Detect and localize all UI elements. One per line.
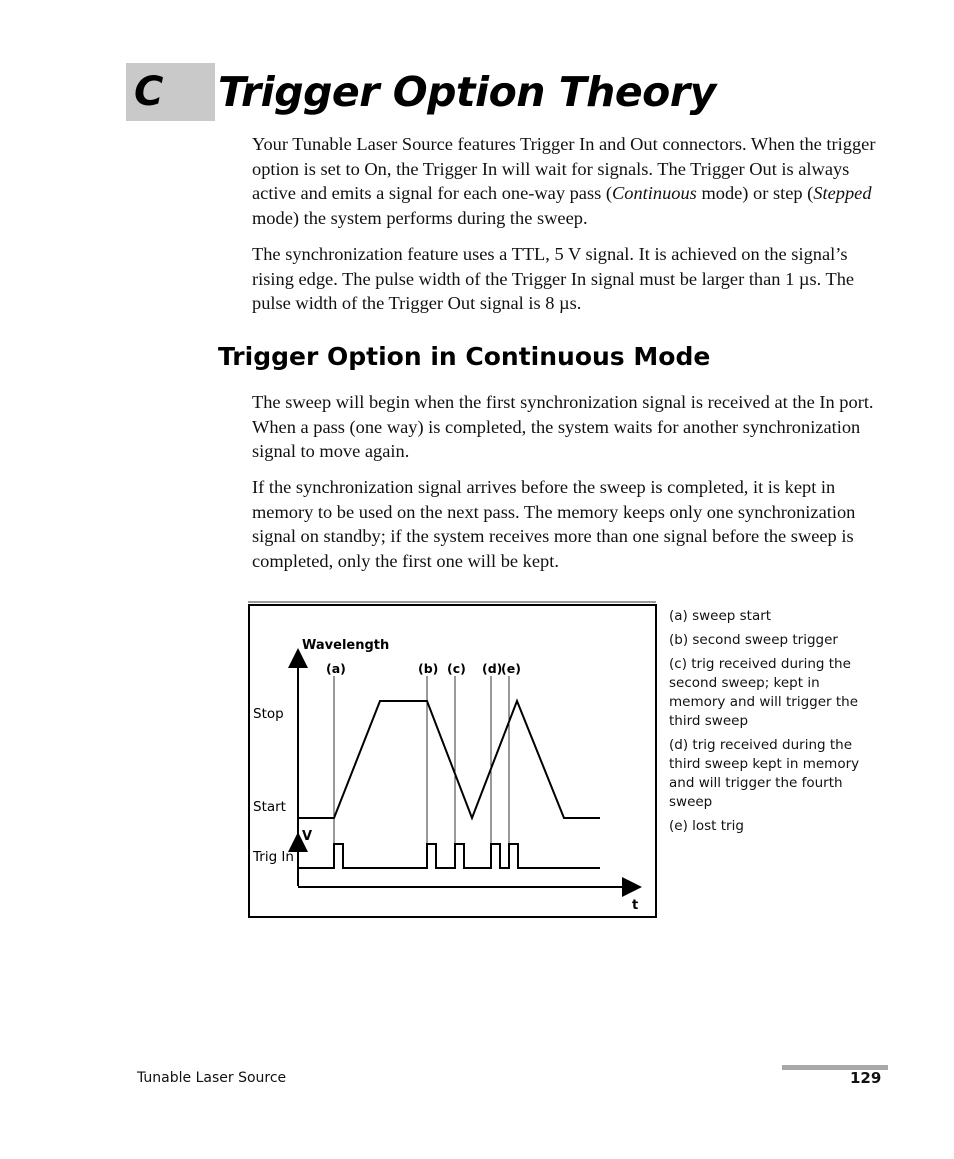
page-number: 129	[850, 1069, 882, 1087]
legend-item-b: (b) second sweep trigger	[669, 632, 838, 648]
trigger-timing-diagram	[248, 604, 657, 918]
wavelength-axis-label: Wavelength	[302, 638, 390, 653]
legend-item-c: (c) trig received during the second sweep; kept in memory and will trigger the third sweep	[669, 656, 859, 729]
v-axis-label: V	[302, 829, 313, 844]
trig-in-label: Trig In	[253, 849, 294, 865]
diagram-legend	[669, 607, 879, 841]
chapter-letter: C	[134, 69, 164, 115]
section-paragraph-2: If the synchronization signal arrives before the sweep is completed, it is kept in memory to be used on the next pass. The memory keeps only one synchronization signal on standby; if the system receives more than one signal before the sweep is completed, only the first one will be kept.	[252, 477, 856, 571]
legend-item-a: (a) sweep start	[669, 608, 772, 624]
footer-document-title: Tunable Laser Source	[137, 1070, 287, 1086]
trig-in-pulses	[298, 844, 600, 868]
marker-label-d: (d)	[482, 661, 503, 676]
marker-label-b: (b)	[418, 661, 439, 676]
marker-label-a: (a)	[326, 661, 346, 676]
page-title: Trigger Option Theory	[218, 68, 716, 116]
wavelength-trace	[298, 701, 600, 818]
legend-item-d: (d) trig received during the third sweep kept in memory and will trigger the fourth sweep	[669, 737, 860, 810]
marker-label-e: (e)	[501, 661, 521, 676]
time-axis-label: t	[632, 898, 639, 913]
marker-label-c: (c)	[447, 661, 466, 676]
intro-paragraph-2: The synchronization feature uses a TTL, 5 V signal. It is achieved on the signal’s rising edge. The pulse width of the Trigger In signal must be larger than 1 µs. The pulse width of the Trigger Out signal is 8 µs.	[252, 244, 855, 313]
section-title: Trigger Option in Continuous Mode	[218, 342, 711, 371]
legend-item-e: (e) lost trig	[669, 818, 744, 834]
section-paragraph-1: The sweep will begin when the first synchronization signal is received at the In port. When a pass (one way) is completed, the system waits for another synchronization signal to move again.	[252, 392, 874, 461]
stop-label: Stop	[253, 706, 284, 722]
intro-paragraph-1: Your Tunable Laser Source features Trigger In and Out connectors. When the trigger option is set to On, the Trigger In will wait for signals. The Trigger Out is always active and emits a signal for each one-way pass (Continuous mode) or step (Stepped mode) the system performs during the sweep.	[252, 134, 876, 228]
start-label: Start	[253, 799, 286, 815]
diagram-top-rule	[248, 601, 656, 603]
